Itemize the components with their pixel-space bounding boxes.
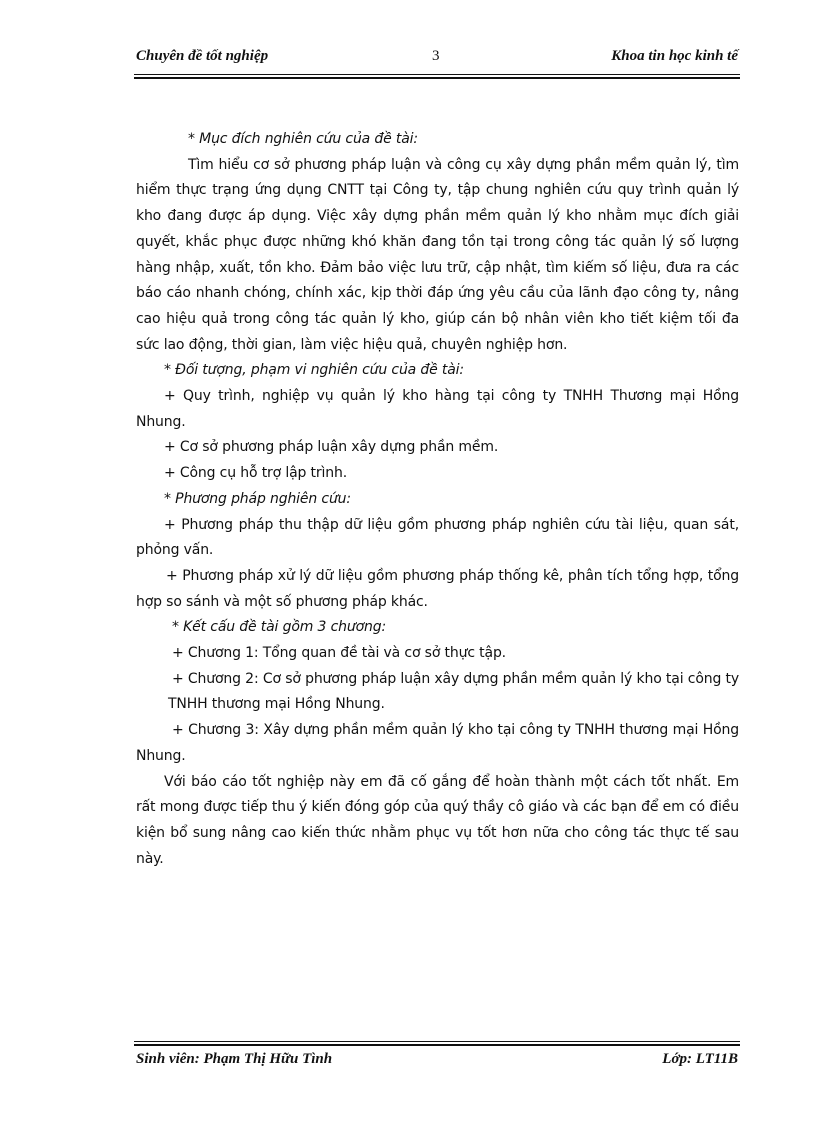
paragraph-purpose: Tìm hiểu cơ sở phương pháp luận và công cụ xây dựng phần mềm quản lý, tìm hiểm thực trạng ứng dụng CNTT tại Công ty, tập chung nghiên cứu quy trình quản lý kho đang được áp dụng. Việc xây dựng phần mềm quản lý kho nhằm mục đích giải quyết, khắc phục được những khó khăn đang tồn tại trong công tác quản lý số lượng hàng nhập, xuất, tồn kho. Đảm bảo việc lưu trữ, cập nhật, tìm kiếm số liệu, đưa ra các báo cáo nhanh chóng, chính xác, kịp thời đáp ứng yêu cầu của lãnh đạo công ty, nâng cao hiệu quả trong công tác quản lý kho, giúp cán bộ nhân viên kho tiết kiệm tối đa sức lao động, thời gian, làm việc hiệu quả, chuyên nghiệp hơn. [136, 156, 739, 353]
list-item-chapter-2: + Chương 2: Cơ sở phương pháp luận xây dựng phần mềm quản lý kho tại công ty TNHH thương mại Hồng Nhung. [168, 670, 739, 713]
footer-class: Lớp: LT11B [662, 1051, 738, 1067]
list-item-scope-1: + Quy trình, nghiệp vụ quản lý kho hàng tại công ty TNHH Thương mại Hồng Nhung. [136, 388, 739, 430]
section-heading-methods: * Phương pháp nghiên cứu: [164, 490, 351, 507]
list-item-method-2: + Phương pháp xử lý dữ liệu gồm phương pháp thống kê, phân tích tổng hợp, tổng hợp so sánh và một số phương pháp khác. [136, 567, 739, 610]
footer-rule-thin [134, 1041, 740, 1042]
header-department: Khoa tin học kinh tế [611, 48, 738, 64]
page-number: 3 [432, 48, 440, 64]
list-item-chapter-3: + Chương 3: Xây dựng phần mềm quản lý kho tại công ty TNHH thương mại Hồng Nhung. [136, 722, 739, 764]
footer-rule-thick [134, 1044, 740, 1046]
paragraph-closing: Với báo cáo tốt nghiệp này em đã cố gắng để hoàn thành một cách tốt nhất. Em rất mong được tiếp thu ý kiến đóng góp của quý thầy cô giáo và các bạn để em có điều kiện bổ sung nâng cao kiến thức nhằm phục vụ tốt hơn nữa cho công tác thực tế sau này. [136, 773, 739, 867]
list-item-scope-2: + Cơ sở phương pháp luận xây dựng phần mềm. [164, 439, 499, 456]
section-heading-structure: * Kết cấu đề tài gồm 3 chương: [172, 619, 387, 636]
header-title: Chuyên đề tốt nghiệp [136, 48, 269, 64]
list-item-method-1: + Phương pháp thu thập dữ liệu gồm phương pháp nghiên cứu tài liệu, quan sát, phỏng vấn. [136, 516, 739, 559]
section-heading-scope: * Đối tượng, phạm vi nghiên cứu của đề tài: [164, 362, 464, 379]
header-rule-thick [134, 77, 740, 79]
list-item-chapter-1: + Chương 1: Tổng quan đề tài và cơ sở thực tập. [172, 645, 506, 662]
page-footer [134, 1051, 740, 1071]
footer-student-name: Sinh viên: Phạm Thị Hữu Tình [136, 1051, 333, 1067]
section-heading-purpose: * Mục đích nghiên cứu của đề tài: [188, 131, 418, 147]
page-header [134, 48, 740, 68]
list-item-scope-3: + Công cụ hỗ trợ lập trình. [164, 465, 347, 482]
header-rule-thin [134, 74, 740, 75]
document-body [136, 127, 739, 872]
